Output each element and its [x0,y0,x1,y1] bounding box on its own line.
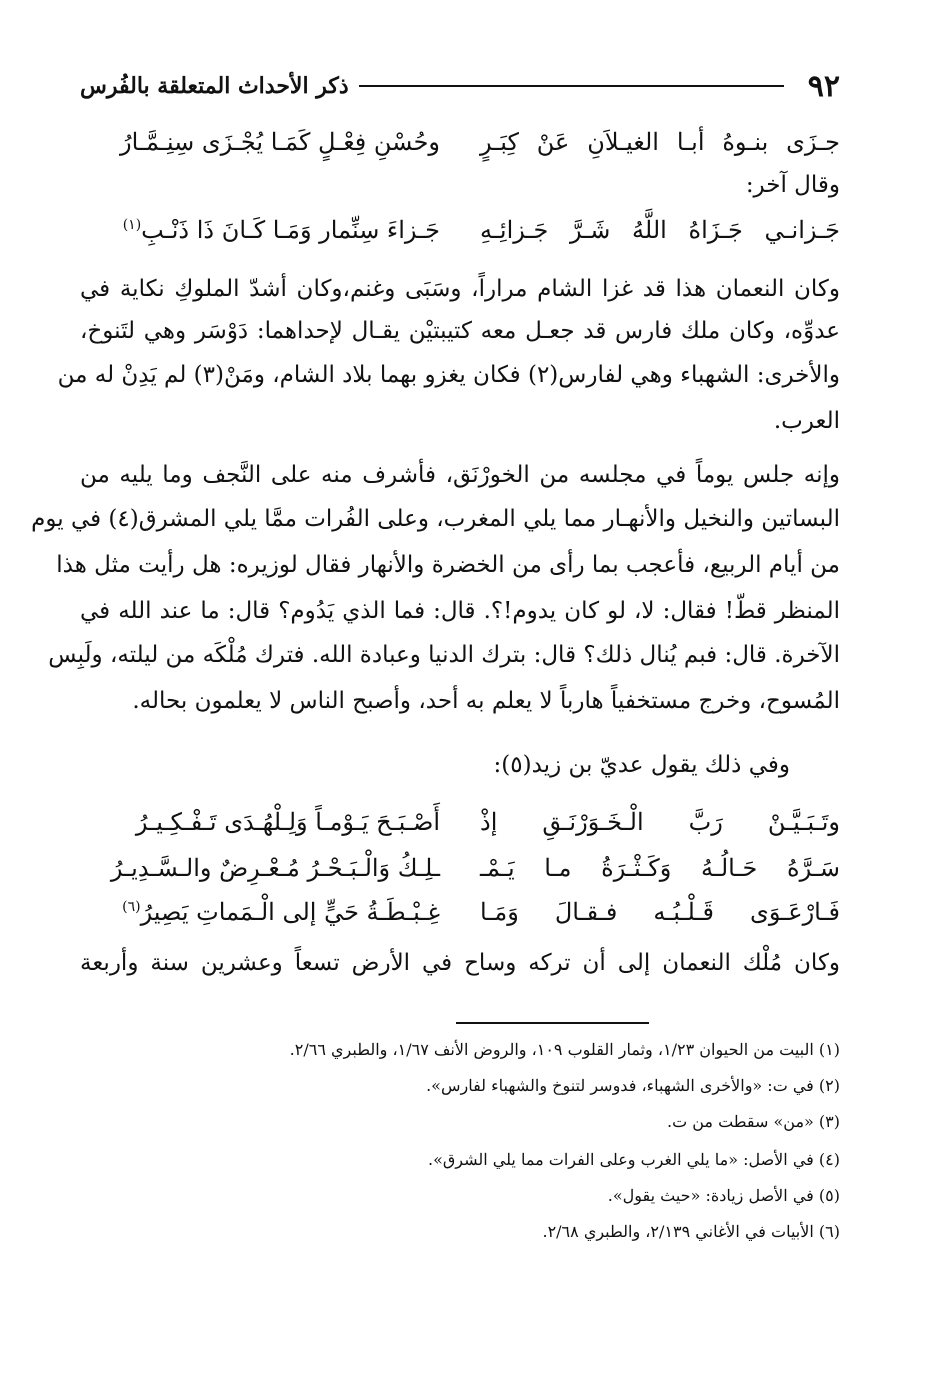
paragraph-line: المُسوح، وخرج مستخفياً هارباً لا يعلم به أحد، وأصبح الناس لا يعلمون بحاله. [132,688,840,714]
running-header [80,66,840,106]
footnote: (٦) الأبيات في الأغاني ٢/١٣٩، والطبري ٢/٦٨. [542,1222,840,1241]
paragraph-line: وكان النعمان هذا قد غزا الشام مراراً، وسَبَى وغنم،وكان أشدّ الملوكِ نكاية في [80,276,840,302]
verse-intro: وفي ذلك يقول عديّ بن زيد(٥): [493,752,790,778]
verse-first-hemistich: سَـرَّهُ حَـالُـهُ وَكَـثْـرَةُ مـا يَـمْـ [480,854,840,882]
footnote-ref: (٦) [122,899,141,915]
paragraph-line: المنظر قطّ! فقال: لا، لو كان يدوم!؟. قال: فما الذي يَدُوم؟ قال: ما عند الله في [80,598,840,624]
verse-first-hemistich: وتَـبَـيَّـنْ رَبَّ الْـخَـوَرْنَـقِ إذْ [480,808,840,836]
paragraph-line: من أيام الربيع، فأعجب بما رأى من الخضرة والأنهار فقال لوزيره: هل رأيت مثل هذا [56,552,840,578]
verse-intro: وقال آخر: [745,172,840,198]
verse-second-hemistich: جَـزاءَ سِنِّمار وَمَـا كَـانَ ذَا ذَنْـبِ$^{(١)}$ [122,216,440,244]
verse-second-hemistich: ـلِـكُ وَالْـبَـحْـرُ مُـعْـرِضٌ والـسَّـدِيـرُ [110,854,440,882]
footnote: (٣) «من» سقطت من ت. [667,1112,840,1131]
paragraph-line: والأخرى: الشهباء وهي لفارس(٢) فكان يغزو بهما بلاد الشام، ومَنْ(٣) لم يَدِنْ له من [57,362,840,388]
footnote: (٤) في الأصل: «ما يلي الغرب وعلى الفرات مما يلي الشرق». [428,1150,840,1169]
paragraph-line: وكان مُلْك النعمان إلى أن تركه وساح في الأرض تسعاً وعشرين سنة وأربعة [80,950,840,976]
paragraph-line: عدوِّه، وكان ملك فارس قد جعـل معه كتيبتيْن يقـال لإحداهما: دَوْسَر وهي لتَنوخ، [80,318,840,344]
running-title: ذكر الأحداث المتعلقة بالفُرس [80,73,349,99]
verse-second-hemistich: غِـبْـطَـةُ حَيٍّ إلى الْـمَماتِ يَصِيرُ$^{(٦)}$ [122,898,440,926]
verse-first-hemistich: جـزَى بنـوهُ أبـا الغيـلاَنِ عَنْ كِبَـرٍ [480,128,840,156]
verse-line [80,846,840,890]
paragraph-line: وإنه جلس يوماً في مجلسه من الخورْنَق، فأشرف منه على النَّجف وما يليه من [80,462,840,488]
paragraph-line: البساتين والنخيل والأنهـار مما يلي المغرب، وعلى الفُرات ممَّا يلي المشرق(٤) في يوم [31,506,840,532]
footnote: (٥) في الأصل زيادة: «حيث يقول». [607,1186,840,1205]
footnote: (١) البيت من الحيوان ١/٢٣، وثمار القلوب ١٠٩، والروض الأنف ١/٦٧، والطبري ٢/٦٦. [289,1040,840,1059]
verse-line [80,120,840,164]
verse-first-hemistich: جَـزانـي جَـزَاهُ اللَّهُ شَـرَّ جَـزائِـهِ [480,216,840,244]
footnote: (٢) في ت: «والأخرى الشهباء، فدوسر لتنوخ والشهباء لفارس». [426,1076,840,1095]
footnote-separator [456,1022,649,1024]
verse-line [80,890,840,934]
verse-second-hemistich: وحُسْنِ فِعْـلٍ كَمَـا يُجْـزَى سِنِـمَّـارُ [120,128,440,156]
paragraph-line: الآخرة. قال: فبم يُنال ذلك؟ قال: بترك الدنيا وعبادة الله. فترك مُلْكَه من ليلته، ولَبِس [48,642,840,668]
verse-second-hemistich: أَصْـبَـحَ يَـوْمـاً وَلِـلْهُـدَى تَـفْـكِـيـرُ [135,808,440,836]
verse-line [80,800,840,844]
footnote-ref: (١) [122,217,142,233]
verse-first-hemistich: فَـارْعَـوَى قَـلْـبُـه فـقـالَ وَمَـا [480,898,840,926]
verse-line [80,208,840,252]
page-number: ٩٢ [807,68,840,104]
header-rule [359,85,784,87]
paragraph-line: العرب. [773,408,840,434]
